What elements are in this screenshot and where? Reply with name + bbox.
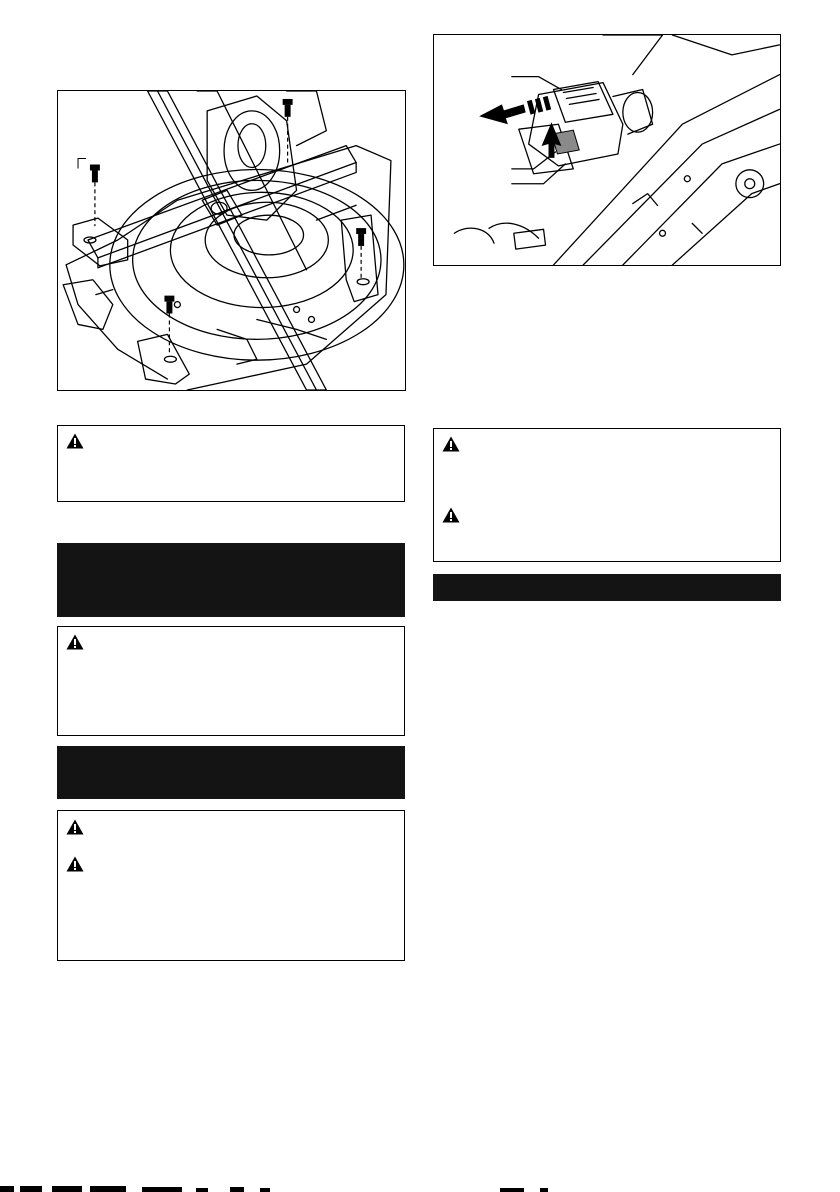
miter-saw-base-screws-figure [57, 90, 406, 391]
base-mounting-screws-illustration [58, 91, 405, 390]
screw-icon [78, 159, 100, 227]
section-header-1 [57, 543, 405, 617]
battery-cartridge-figure [433, 34, 781, 266]
warning-box-3 [57, 810, 405, 961]
warning-triangle-icon [442, 436, 460, 452]
warning-triangle-icon [66, 634, 84, 650]
warning-box-2 [57, 626, 405, 736]
warning-triangle-icon [66, 856, 84, 872]
warning-triangle-icon [442, 507, 460, 523]
warning-triangle-icon [66, 819, 84, 835]
warning-box-4 [433, 428, 781, 562]
warning-triangle-icon [66, 433, 84, 449]
battery-insert-illustration [434, 35, 780, 265]
section-header-2 [57, 746, 405, 799]
warning-box-1 [57, 425, 405, 502]
cropped-footer-strip [0, 1184, 840, 1192]
section-header-3 [433, 574, 781, 601]
